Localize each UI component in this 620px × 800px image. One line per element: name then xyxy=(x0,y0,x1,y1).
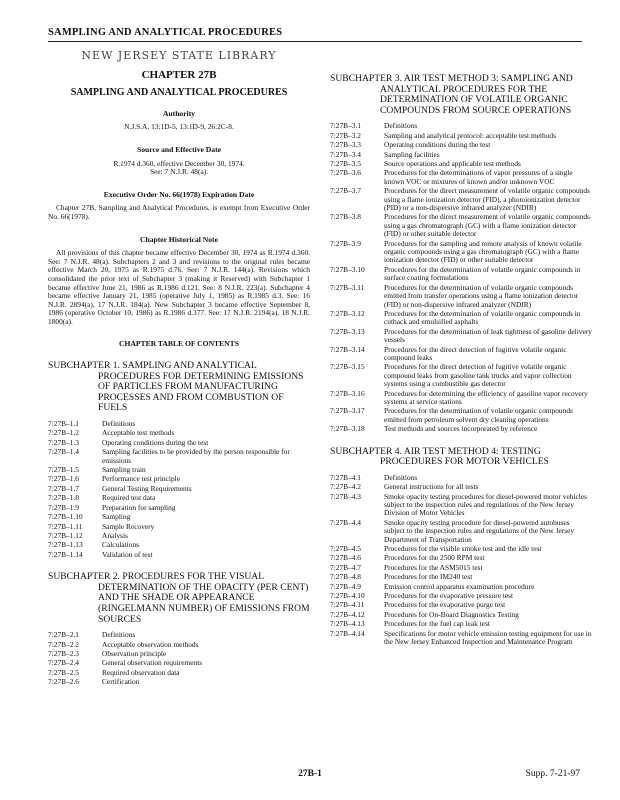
toc-entry xyxy=(330,363,592,389)
toc-entry-number: 7:27B–1.9 xyxy=(48,502,80,512)
toc-entry xyxy=(48,541,310,550)
toc-entry-title: Procedures for the evaporative pressure test xyxy=(384,591,514,601)
toc-entry-title: Operating conditions during the test xyxy=(102,437,209,447)
toc-entry-number: 7:27B–4.13 xyxy=(330,619,365,629)
toc-entry-number: 7:27B–1.11 xyxy=(48,521,83,531)
toc-entry-title: Procedures for the determination of leak tightness of gasoline delivery vessels xyxy=(384,326,592,345)
subchapter-1-items xyxy=(48,420,310,560)
subchapter-4-toc xyxy=(330,474,592,648)
toc-entry-number: 7:27B–4.1 xyxy=(330,472,362,482)
toc-entry-title: General instructions for all tests xyxy=(384,482,479,492)
toc-entry-title: Procedures for determining the efficiency of gasoline vapor recovery systems at service stations xyxy=(384,388,588,406)
toc-entry-title: Smoke opacity testing procedure for diesel-powered autobuses subject to the inspection rules and regulations of the New Jersey Department of Transportation xyxy=(384,517,575,544)
toc-entry-number: 7:27B–4.7 xyxy=(330,562,362,572)
toc-entry xyxy=(330,346,592,364)
toc-entry-number: 7:27B–4.2 xyxy=(330,482,362,492)
toc-entry-title: Sampling and analytical protocol: acceptable test methods xyxy=(384,130,556,140)
toc-entry xyxy=(48,641,310,650)
toc-entry xyxy=(330,187,592,213)
toc-entry-number: 7:27B–3.7 xyxy=(330,186,362,196)
toc-entry-number: 7:27B–1.5 xyxy=(48,465,80,475)
subchapter-3-title: SUBCHAPTER 3. AIR TEST METHOD 3: SAMPLING AND ANALYTICAL PROCEDURES FOR THE DETERMINATION OF VOLATILE ORGANIC COMPOUNDS FROM SOURCE OPERATIONS xyxy=(330,73,573,116)
authority-heading: Authority xyxy=(162,108,196,118)
source-line-2: See: 7 N.J.R. 48(a). xyxy=(149,167,209,177)
toc-entry-title: Definitions xyxy=(102,419,136,429)
toc-entry-title: Procedures for On-Board Diagnostics Testing xyxy=(384,609,519,619)
toc-entry xyxy=(330,240,592,266)
toc-entry-title: Procedures for the direct measurement of volatile organic compounds using a flame ionization detector (FID), a photoionization detector (PID) or a non-dispersive infrared analyzer (NDIR) xyxy=(384,186,590,213)
toc-entry-title: Preparation for sampling xyxy=(102,502,176,512)
toc-entry-title: Procedures for the 2500 RPM test xyxy=(384,553,485,563)
subchapter-4-title: SUBCHAPTER 4. AIR TEST METHOD 4: TESTING PROCEDURES FOR MOTOR VEHICLES xyxy=(330,445,549,468)
toc-entry-title: Test methods and sources incorporated by reference xyxy=(384,424,538,434)
toc-entry-title: Procedures for the fuel cap leak test xyxy=(384,619,490,629)
toc-entry-number: 7:27B–2.5 xyxy=(48,667,80,677)
toc-entry-title: Sampling facilities xyxy=(384,149,440,159)
toc-entry-number: 7:27B–3.13 xyxy=(330,326,365,336)
subchapter-1-toc xyxy=(48,420,310,560)
toc-entry-title: Sampling facilities to be provided by the person responsible for emissions xyxy=(102,447,290,465)
toc-entry-number: 7:27B–3.15 xyxy=(330,362,365,372)
running-head: SAMPLING AND ANALYTICAL PROCEDURES xyxy=(48,27,582,42)
page-number: 27B-1 xyxy=(298,769,322,779)
toc-entry xyxy=(330,213,592,239)
executive-order-text: Chapter 27B, Sampling and Analytical Procedures, is exempt from Executive Order No. 66(1978). xyxy=(48,203,310,221)
toc-entry-title: Certification xyxy=(102,677,140,687)
history-heading: Chapter Historical Note xyxy=(140,234,218,244)
toc-entry-title: Definitions xyxy=(102,630,136,640)
toc-entry-title: Procedures for the ASM5015 test xyxy=(384,562,483,572)
toc-entry-title: Calculations xyxy=(102,540,139,550)
toc-entry-number: 7:27B–3.5 xyxy=(330,159,362,168)
toc-entry-number: 7:27B–1.3 xyxy=(48,437,80,447)
toc-entry-title: General observation requirements xyxy=(102,658,203,668)
toc-entry-title: Procedures for the visible smoke test and the idle test xyxy=(384,544,542,554)
toc-entry-number: 7:27B–3.18 xyxy=(330,424,365,434)
toc-entry-number: 7:27B–3.8 xyxy=(330,212,362,222)
toc-entry-number: 7:27B–1.12 xyxy=(48,530,83,540)
toc-entry-number: 7:27B–1.10 xyxy=(48,512,83,522)
toc-entry-number: 7:27B–2.4 xyxy=(48,658,80,668)
executive-order-heading: Executive Order No. 66(1978) Expiration Date xyxy=(103,189,255,199)
toc-entry-title: Operating conditions during the test xyxy=(384,140,491,150)
toc-entry-number: 7:27B–3.14 xyxy=(330,344,365,354)
toc-entry-number: 7:27B–1.2 xyxy=(48,428,80,438)
toc-entry-title: General Testing Requirements xyxy=(102,483,192,493)
toc-entry xyxy=(330,266,592,284)
toc-entry-title: Observation principle xyxy=(102,648,167,658)
toc-entry-number: 7:27B–3.6 xyxy=(330,168,362,178)
toc-entry-number: 7:27B–2.1 xyxy=(48,630,80,640)
toc-entry-title: Emission control apparatus examination procedure xyxy=(384,581,535,591)
chapter-number: CHAPTER 27B xyxy=(141,68,217,81)
toc-entry-number: 7:27B–4.5 xyxy=(330,544,362,554)
toc-entry xyxy=(330,390,592,408)
toc-entry-number: 7:27B–4.11 xyxy=(330,600,365,610)
toc-entry-number: 7:27B–3.10 xyxy=(330,264,365,274)
toc-entry-number: 7:27B–3.11 xyxy=(330,282,365,292)
toc-entry-title: Sample Recovery xyxy=(102,521,155,531)
toc-entry-number: 7:27B–3.17 xyxy=(330,406,365,416)
subchapter-2-items xyxy=(48,631,310,687)
toc-entry-number: 7:27B–4.4 xyxy=(330,517,362,527)
toc-entry xyxy=(330,169,592,187)
toc-entry-number: 7:27B–4.12 xyxy=(330,609,365,619)
toc-entry-title: Definitions xyxy=(384,121,418,131)
toc-entry-number: 7:27B–1.6 xyxy=(48,474,80,484)
toc-entry-number: 7:27B–3.1 xyxy=(330,121,362,131)
toc-entry xyxy=(48,669,310,678)
toc-entry-title: Procedures for the determinations of vapor pressures of a single known VOC or mixtures of known and/or unknown VOC xyxy=(384,168,573,186)
toc-entry-number: 7:27B–1.4 xyxy=(48,447,80,457)
toc-entry-number: 7:27B–4.14 xyxy=(330,628,365,638)
toc-entry xyxy=(48,494,310,503)
toc-entry xyxy=(48,448,310,466)
toc-entry-title: Specifications for motor vehicle emission testing equipment for use in the New Jersey Enhanced Inspection and Maintenance Program xyxy=(384,628,592,647)
toc-entry-title: Procedures for the direct detection of fugitive volatile organic compound leaks from gasoline tank trucks and vapor collection systems using a combustible gas detector xyxy=(384,362,572,389)
supplement-date: Supp. 7-21-97 xyxy=(525,769,580,779)
toc-entry xyxy=(48,532,310,541)
toc-entry-title: Validation of test xyxy=(102,549,153,559)
toc-entry-number: 7:27B–3.9 xyxy=(330,238,362,248)
toc-entry-number: 7:27B–2.3 xyxy=(48,648,80,658)
toc-entry-number: 7:27B–2.6 xyxy=(48,677,80,687)
toc-entry xyxy=(48,485,310,494)
toc-entry-number: 7:27B–3.16 xyxy=(330,388,365,398)
toc-entry-number: 7:27B–4.9 xyxy=(330,581,362,591)
toc-entry xyxy=(48,523,310,532)
source-heading: Source and Effective Date xyxy=(136,144,221,154)
toc-entry-number: 7:27B–4.10 xyxy=(330,591,365,601)
toc-entry xyxy=(48,504,310,513)
toc-entry-title: Procedures for the direct measurement of volatile organic compounds using a gas chromatograph (GC) with a flame ionization detector (FID) or other suitable detector xyxy=(384,212,590,239)
toc-entry xyxy=(48,513,310,522)
toc-entry xyxy=(330,630,592,648)
toc-entry-title: Sampling xyxy=(102,512,131,522)
toc-entry-number: 7:27B–1.14 xyxy=(48,549,83,559)
toc-entry xyxy=(330,141,592,150)
toc-entry xyxy=(330,328,592,346)
toc-entry-number: 7:27B–1.7 xyxy=(48,483,80,493)
toc-entry-title: Procedures for the direct detection of fugitive volatile organic compound leaks xyxy=(384,344,567,362)
subchapter-3-items xyxy=(330,122,592,434)
toc-entry-title: Procedures for the determination of volatile organic compounds emitted from transfer operations using a flame ionization detector (FID) or non-dispersive infrared analyzer (NDIR) xyxy=(384,282,579,309)
toc-entry xyxy=(48,678,310,687)
toc-entry-title: Procedures for the determination of volatile organic compounds in cutback and emulsified asphalts xyxy=(384,308,581,327)
history-text: All provisions of this chapter became effective December 30, 1974 as R.1974 d.360. See: 7 N.J.R. 48(a). Subchapters 2 and 3 and revisions to the original rules became effective March 20, 1975 as R.1975 d.76. See: 7 N.J.R. 144(a). Revisions which consolidated the prior text of Subchapter 3 (making it Reserved) with Subchapter 1 became effective June 21, 1986 as R.1986 d.121. See: 8 N.J.R. 223(a). Subchapter 4 became effective January 21, 1985 (operative July 1, 1985) as R.1985 d.3. See: 16 N.J.R. 2894(a), 17 N.J.R. 184(a). New Subchapter 3 became effective September 8, 1986 (operative October 10, 1986) as R.1986 d.377. See: 17 N.J.R. 2194(a), 18 N.J.R. 1800(a). xyxy=(48,248,310,326)
toc-entry-number: 7:27B–1.1 xyxy=(48,419,80,429)
toc-entry xyxy=(330,310,592,328)
left-column xyxy=(48,48,310,688)
toc-entry-title: Performance test principle xyxy=(102,474,180,484)
toc-heading: CHAPTER TABLE OF CONTENTS xyxy=(119,339,239,349)
toc-entry-title: Acceptable test methods xyxy=(102,428,175,438)
toc-entry-title: Procedures for the sampling and remote analysis of known volatile organic compounds using a gas chromatograph (GC) with a flame ionization detector (FID) or other suitable detector xyxy=(384,238,582,265)
toc-entry-title: Procedures for the determination of volatile organic compounds in surface coating formulations xyxy=(384,264,581,283)
toc-entry xyxy=(330,407,592,425)
subchapter-2-title: SUBCHAPTER 2. PROCEDURES FOR THE VISUAL DETERMINATION OF THE OPACITY (PER CENT) AND THE SHADE OR APPEARANCE (RINGELMANN NUMBER) OF EMISSIONS FROM SOURCES xyxy=(48,571,310,625)
toc-entry-number: 7:27B–1.8 xyxy=(48,493,80,503)
source-line-1: R.1974 d.360, effective December 30, 1974. xyxy=(113,158,245,168)
toc-entry-title: Source operations and applicable test methods xyxy=(384,159,521,168)
subchapter-4-items xyxy=(330,474,592,648)
toc-entry xyxy=(330,425,592,434)
toc-entry-title: Procedures for the evaporative purge test xyxy=(384,600,506,610)
toc-entry-title: Definitions xyxy=(384,472,418,482)
toc-entry-number: 7:27B–3.2 xyxy=(330,130,362,140)
toc-entry-number: 7:27B–2.2 xyxy=(48,639,80,649)
authority-text: N.J.S.A. 13:1D-5, 13:1D-9, 26:2C-8. xyxy=(124,122,234,132)
subchapter-3-toc xyxy=(330,122,592,434)
toc-entry-number: 7:27B–3.4 xyxy=(330,149,362,159)
toc-entry-number: 7:27B–4.3 xyxy=(330,491,362,501)
toc-entry-title: Required observation data xyxy=(102,667,180,677)
subchapter-1-title: SUBCHAPTER 1. SAMPLING AND ANALYTICAL PROCEDURES FOR DETERMINING EMISSIONS OF PARTICLES FROM MANUFACTURING PROCESSES AND FROM COMBUSTION OF FUELS xyxy=(48,360,304,414)
toc-entry-number: 7:27B–4.8 xyxy=(330,572,362,582)
toc-entry-title: Smoke opacity testing procedures for diesel-powered motor vehicles subject to the inspection rules and regulations of the New Jersey Division of Motor Vehicles xyxy=(384,491,587,518)
toc-entry xyxy=(330,284,592,310)
toc-entry-title: Acceptable observation methods xyxy=(102,639,199,649)
toc-entry-title: Sampling train xyxy=(102,465,146,475)
toc-entry-number: 7:27B–4.6 xyxy=(330,553,362,563)
toc-entry xyxy=(48,420,310,429)
chapter-title: SAMPLING AND ANALYTICAL PROCEDURES xyxy=(70,87,288,99)
toc-entry-title: Analysis xyxy=(102,530,128,540)
right-column xyxy=(330,74,592,648)
toc-entry-title: Procedures for the determination of volatile organic compounds emitted from petroleum solvent dry cleaning operations xyxy=(384,406,573,424)
toc-entry-number: 7:27B–1.13 xyxy=(48,540,83,550)
toc-entry xyxy=(330,493,592,519)
toc-entry-title: Procedures for the IM240 test xyxy=(384,572,473,582)
toc-entry-number: 7:27B–3.3 xyxy=(330,140,362,150)
toc-entry xyxy=(48,551,310,560)
toc-entry-title: Required test data xyxy=(102,493,156,503)
toc-entry-number: 7:27B–3.12 xyxy=(330,308,365,318)
subchapter-2-toc xyxy=(48,631,310,687)
library-stamp: NEW JERSEY STATE LIBRARY xyxy=(81,49,277,62)
toc-entry xyxy=(330,519,592,545)
